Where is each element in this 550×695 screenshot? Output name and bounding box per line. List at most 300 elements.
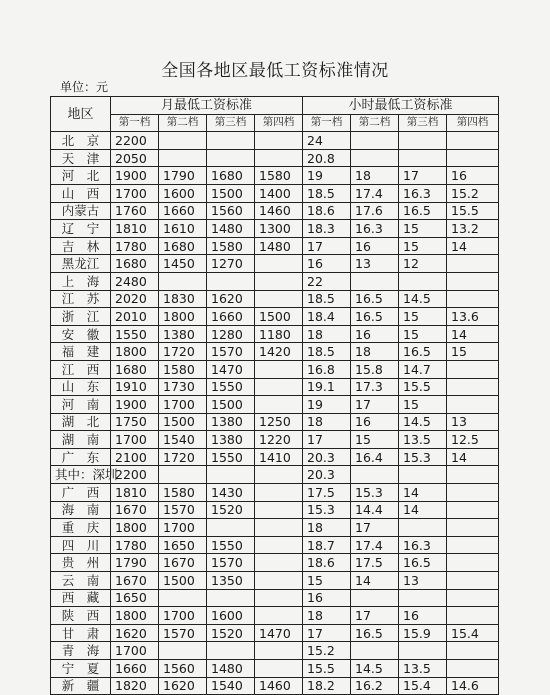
- region-cell: 吉 林: [51, 237, 111, 255]
- hourly-wage-header: 小时最低工资标准: [303, 97, 499, 115]
- table-row: [51, 554, 499, 572]
- hourly-tier-1-cell: 20.3: [303, 448, 351, 466]
- monthly-tier-2-cell: 1700: [159, 607, 207, 625]
- table-row: [51, 466, 499, 484]
- hourly-tier-2-cell: [351, 149, 399, 167]
- monthly-tier-4-cell: 1470: [255, 624, 303, 642]
- hourly-tier-2-cell: 16.5: [351, 308, 399, 326]
- monthly-tier-3-cell: 1520: [207, 624, 255, 642]
- hourly-tier-4-cell: [447, 290, 499, 308]
- region-cell: 湖 南: [51, 431, 111, 449]
- hourly-tier-1-cell: 18.5: [303, 290, 351, 308]
- hourly-tier-4-cell: [447, 255, 499, 273]
- hourly-tier-2-cell: 16.3: [351, 220, 399, 238]
- hourly-tier-2-cell: 17.6: [351, 202, 399, 220]
- monthly-tier-4-cell: 1500: [255, 308, 303, 326]
- hourly-tier-2-cell: 15.3: [351, 484, 399, 502]
- hourly-tier-3-cell: [399, 149, 447, 167]
- hourly-tier-1-cell: 16: [303, 589, 351, 607]
- table-row: [51, 660, 499, 678]
- hourly-tier-3-cell: 15.9: [399, 624, 447, 642]
- monthly-tier-1-cell: 1800: [111, 343, 159, 361]
- monthly-tier-1-cell: 2010: [111, 308, 159, 326]
- table-row: [51, 202, 499, 220]
- monthly-tier-1-cell: 2200: [111, 466, 159, 484]
- hourly-tier-1-cell: 20.8: [303, 149, 351, 167]
- monthly-tier-4-cell: 1460: [255, 677, 303, 695]
- hourly-tier-1-cell: 18.6: [303, 202, 351, 220]
- table-row: [51, 396, 499, 414]
- hourly-tier-1-cell: 18.4: [303, 308, 351, 326]
- hourly-tier-4-cell: 13.2: [447, 220, 499, 238]
- table-row: [51, 132, 499, 150]
- hourly-tier-3-cell: 16.3: [399, 536, 447, 554]
- hourly-tier-1-cell: 17: [303, 624, 351, 642]
- hourly-tier-4-header: 第四档: [447, 114, 499, 132]
- hourly-tier-3-cell: [399, 589, 447, 607]
- hourly-tier-1-cell: 17.5: [303, 484, 351, 502]
- region-cell: 辽 宁: [51, 220, 111, 238]
- hourly-tier-4-cell: [447, 660, 499, 678]
- hourly-tier-1-cell: 17: [303, 237, 351, 255]
- table-row: [51, 607, 499, 625]
- monthly-tier-2-cell: 1580: [159, 484, 207, 502]
- table-row: [51, 237, 499, 255]
- hourly-tier-4-cell: [447, 132, 499, 150]
- monthly-tier-4-cell: [255, 272, 303, 290]
- table-row: [51, 360, 499, 378]
- monthly-tier-1-cell: 1780: [111, 536, 159, 554]
- minimum-wage-table: [50, 96, 499, 695]
- region-cell: 黑龙江: [51, 255, 111, 273]
- monthly-tier-3-cell: [207, 272, 255, 290]
- page-title: 全国各地区最低工资标准情况: [161, 61, 389, 81]
- hourly-tier-2-cell: 13: [351, 255, 399, 273]
- table-row: [51, 642, 499, 660]
- monthly-tier-2-cell: 1450: [159, 255, 207, 273]
- monthly-tier-4-cell: [255, 607, 303, 625]
- region-cell: 湖 北: [51, 413, 111, 431]
- region-cell: 海 南: [51, 501, 111, 519]
- table-row: [51, 536, 499, 554]
- region-cell: 河 南: [51, 396, 111, 414]
- monthly-tier-4-cell: 1410: [255, 448, 303, 466]
- hourly-tier-3-cell: 15.3: [399, 448, 447, 466]
- hourly-tier-4-cell: [447, 642, 499, 660]
- hourly-tier-2-cell: 18: [351, 167, 399, 185]
- monthly-tier-2-cell: 1620: [159, 677, 207, 695]
- hourly-tier-1-cell: 15.2: [303, 642, 351, 660]
- monthly-tier-3-cell: 1380: [207, 431, 255, 449]
- monthly-tier-4-cell: [255, 484, 303, 502]
- hourly-tier-1-cell: 15.3: [303, 501, 351, 519]
- table-row: [51, 378, 499, 396]
- region-cell: 内蒙古: [51, 202, 111, 220]
- monthly-tier-2-cell: [159, 132, 207, 150]
- monthly-tier-4-cell: [255, 589, 303, 607]
- hourly-tier-4-cell: 14: [447, 448, 499, 466]
- hourly-tier-3-cell: [399, 642, 447, 660]
- hourly-tier-3-cell: 16.5: [399, 554, 447, 572]
- hourly-tier-2-cell: 17: [351, 396, 399, 414]
- hourly-tier-3-cell: 12: [399, 255, 447, 273]
- table-row: [51, 624, 499, 642]
- monthly-tier-4-cell: [255, 255, 303, 273]
- hourly-tier-2-cell: 17.5: [351, 554, 399, 572]
- monthly-tier-4-header: 第四档: [255, 114, 303, 132]
- hourly-tier-3-cell: 15.5: [399, 378, 447, 396]
- hourly-tier-4-cell: [447, 501, 499, 519]
- monthly-tier-3-cell: 1570: [207, 343, 255, 361]
- hourly-tier-4-cell: 16: [447, 167, 499, 185]
- monthly-tier-3-cell: 1480: [207, 660, 255, 678]
- hourly-tier-1-cell: 16: [303, 255, 351, 273]
- hourly-tier-1-cell: 20.3: [303, 466, 351, 484]
- hourly-tier-4-cell: [447, 519, 499, 537]
- table-row: [51, 290, 499, 308]
- hourly-tier-2-cell: [351, 132, 399, 150]
- hourly-tier-1-cell: 17: [303, 431, 351, 449]
- monthly-tier-1-cell: 1750: [111, 413, 159, 431]
- monthly-tier-2-cell: 1380: [159, 325, 207, 343]
- hourly-tier-1-cell: 18: [303, 607, 351, 625]
- hourly-tier-4-cell: 14.6: [447, 677, 499, 695]
- monthly-tier-2-cell: 1830: [159, 290, 207, 308]
- hourly-tier-3-cell: 15: [399, 325, 447, 343]
- hourly-tier-3-cell: 14.7: [399, 360, 447, 378]
- table-row: [51, 272, 499, 290]
- hourly-tier-2-cell: 16.5: [351, 624, 399, 642]
- monthly-tier-3-cell: 1580: [207, 237, 255, 255]
- hourly-tier-1-cell: 24: [303, 132, 351, 150]
- monthly-tier-3-cell: 1500: [207, 396, 255, 414]
- region-cell: 山 西: [51, 184, 111, 202]
- monthly-tier-3-cell: 1560: [207, 202, 255, 220]
- monthly-tier-1-cell: 1670: [111, 501, 159, 519]
- monthly-tier-3-cell: 1500: [207, 184, 255, 202]
- hourly-tier-3-cell: 15: [399, 308, 447, 326]
- hourly-tier-3-cell: 14: [399, 484, 447, 502]
- hourly-tier-3-cell: [399, 519, 447, 537]
- monthly-tier-1-header: 第一档: [111, 114, 159, 132]
- hourly-tier-4-cell: 14: [447, 237, 499, 255]
- hourly-tier-3-cell: 14.5: [399, 413, 447, 431]
- monthly-tier-2-cell: [159, 589, 207, 607]
- hourly-tier-2-cell: 17.4: [351, 184, 399, 202]
- monthly-tier-1-cell: 1680: [111, 255, 159, 273]
- hourly-tier-4-cell: 13.6: [447, 308, 499, 326]
- monthly-tier-2-cell: 1790: [159, 167, 207, 185]
- monthly-tier-4-cell: [255, 466, 303, 484]
- hourly-tier-2-cell: 17.4: [351, 536, 399, 554]
- monthly-tier-4-cell: [255, 519, 303, 537]
- table-row: [51, 184, 499, 202]
- hourly-tier-2-header: 第二档: [351, 114, 399, 132]
- hourly-tier-3-cell: 15: [399, 237, 447, 255]
- hourly-tier-1-cell: 19: [303, 396, 351, 414]
- monthly-tier-3-cell: 1540: [207, 677, 255, 695]
- hourly-tier-3-cell: 13: [399, 572, 447, 590]
- monthly-tier-1-cell: 1900: [111, 167, 159, 185]
- region-cell: 河 北: [51, 167, 111, 185]
- monthly-tier-2-cell: 1570: [159, 501, 207, 519]
- monthly-tier-3-cell: [207, 519, 255, 537]
- hourly-tier-3-cell: 15: [399, 396, 447, 414]
- monthly-tier-3-cell: [207, 132, 255, 150]
- monthly-wage-header: 月最低工资标准: [111, 97, 303, 115]
- monthly-tier-3-cell: 1520: [207, 501, 255, 519]
- region-cell: 西 藏: [51, 589, 111, 607]
- hourly-tier-1-cell: 18.2: [303, 677, 351, 695]
- hourly-tier-2-cell: 18: [351, 343, 399, 361]
- monthly-tier-4-cell: [255, 554, 303, 572]
- region-cell: 甘 肃: [51, 624, 111, 642]
- hourly-tier-3-header: 第三档: [399, 114, 447, 132]
- hourly-tier-1-cell: 19: [303, 167, 351, 185]
- monthly-tier-3-cell: 1350: [207, 572, 255, 590]
- monthly-tier-1-cell: 1700: [111, 184, 159, 202]
- hourly-tier-2-cell: [351, 466, 399, 484]
- region-cell: 山 东: [51, 378, 111, 396]
- monthly-tier-2-cell: [159, 466, 207, 484]
- monthly-tier-1-cell: 1700: [111, 642, 159, 660]
- monthly-tier-3-cell: [207, 466, 255, 484]
- region-cell: 江 苏: [51, 290, 111, 308]
- hourly-tier-3-cell: 17: [399, 167, 447, 185]
- monthly-tier-1-cell: 1800: [111, 519, 159, 537]
- monthly-tier-3-header: 第三档: [207, 114, 255, 132]
- table-row: [51, 149, 499, 167]
- table-row: [51, 167, 499, 185]
- monthly-tier-2-cell: 1720: [159, 448, 207, 466]
- monthly-tier-3-cell: 1480: [207, 220, 255, 238]
- monthly-tier-1-cell: 1820: [111, 677, 159, 695]
- region-cell: 浙 江: [51, 308, 111, 326]
- hourly-tier-3-cell: [399, 132, 447, 150]
- hourly-tier-1-cell: 15: [303, 572, 351, 590]
- hourly-tier-3-cell: 15.4: [399, 677, 447, 695]
- monthly-tier-4-cell: 1250: [255, 413, 303, 431]
- table-row: [51, 343, 499, 361]
- hourly-tier-4-cell: 14: [447, 325, 499, 343]
- monthly-tier-1-cell: 1900: [111, 396, 159, 414]
- hourly-tier-4-cell: [447, 378, 499, 396]
- hourly-tier-2-cell: 16.4: [351, 448, 399, 466]
- hourly-tier-3-cell: 16.5: [399, 343, 447, 361]
- region-cell: 广 东: [51, 448, 111, 466]
- monthly-tier-3-cell: 1550: [207, 378, 255, 396]
- table-row: [51, 325, 499, 343]
- monthly-tier-2-cell: 1580: [159, 360, 207, 378]
- hourly-tier-1-cell: 18.7: [303, 536, 351, 554]
- monthly-tier-2-cell: 1700: [159, 519, 207, 537]
- monthly-tier-2-cell: 1680: [159, 237, 207, 255]
- monthly-tier-1-cell: 1680: [111, 360, 159, 378]
- monthly-tier-3-cell: 1600: [207, 607, 255, 625]
- monthly-tier-4-cell: [255, 501, 303, 519]
- hourly-tier-3-cell: [399, 466, 447, 484]
- monthly-tier-3-cell: [207, 589, 255, 607]
- region-cell: 贵 州: [51, 554, 111, 572]
- hourly-tier-2-cell: 16: [351, 325, 399, 343]
- hourly-tier-3-cell: [399, 272, 447, 290]
- hourly-tier-1-cell: 22: [303, 272, 351, 290]
- hourly-tier-4-cell: [447, 607, 499, 625]
- table-row: [51, 220, 499, 238]
- hourly-tier-4-cell: 15: [447, 343, 499, 361]
- hourly-tier-2-cell: 14.5: [351, 660, 399, 678]
- monthly-tier-4-cell: 1300: [255, 220, 303, 238]
- region-cell: 宁 夏: [51, 660, 111, 678]
- hourly-tier-2-cell: 14.4: [351, 501, 399, 519]
- monthly-tier-2-cell: 1700: [159, 396, 207, 414]
- monthly-tier-4-cell: 1580: [255, 167, 303, 185]
- monthly-tier-4-cell: [255, 360, 303, 378]
- monthly-tier-3-cell: 1430: [207, 484, 255, 502]
- monthly-tier-2-cell: [159, 272, 207, 290]
- hourly-tier-3-cell: 13.5: [399, 431, 447, 449]
- monthly-tier-3-cell: 1550: [207, 536, 255, 554]
- monthly-tier-3-cell: 1280: [207, 325, 255, 343]
- hourly-tier-3-cell: 14.5: [399, 290, 447, 308]
- hourly-tier-2-cell: 16.2: [351, 677, 399, 695]
- monthly-tier-4-cell: [255, 572, 303, 590]
- table-header: [51, 97, 499, 132]
- hourly-tier-3-cell: 13.5: [399, 660, 447, 678]
- monthly-tier-2-cell: 1610: [159, 220, 207, 238]
- hourly-tier-1-header: 第一档: [303, 114, 351, 132]
- monthly-tier-3-cell: 1550: [207, 448, 255, 466]
- hourly-tier-4-cell: [447, 572, 499, 590]
- monthly-tier-2-cell: 1670: [159, 554, 207, 572]
- region-cell: 四 川: [51, 536, 111, 554]
- region-cell: 重 庆: [51, 519, 111, 537]
- hourly-tier-2-cell: 17: [351, 607, 399, 625]
- monthly-tier-1-cell: 2050: [111, 149, 159, 167]
- region-cell: 其中：深圳: [51, 466, 111, 484]
- hourly-tier-2-cell: 17.3: [351, 378, 399, 396]
- monthly-tier-1-cell: 1650: [111, 589, 159, 607]
- hourly-tier-3-cell: 16.5: [399, 202, 447, 220]
- region-cell: 北 京: [51, 132, 111, 150]
- monthly-tier-1-cell: 1810: [111, 484, 159, 502]
- monthly-tier-4-cell: [255, 536, 303, 554]
- hourly-tier-3-cell: 16: [399, 607, 447, 625]
- hourly-tier-2-cell: 15: [351, 431, 399, 449]
- monthly-tier-4-cell: [255, 396, 303, 414]
- monthly-tier-2-cell: [159, 642, 207, 660]
- monthly-tier-4-cell: [255, 642, 303, 660]
- monthly-tier-1-cell: 1790: [111, 554, 159, 572]
- region-cell: 青 海: [51, 642, 111, 660]
- hourly-tier-4-cell: 15.4: [447, 624, 499, 642]
- monthly-tier-4-cell: 1180: [255, 325, 303, 343]
- table-row: [51, 448, 499, 466]
- region-cell: 上 海: [51, 272, 111, 290]
- hourly-tier-4-cell: 15.2: [447, 184, 499, 202]
- monthly-tier-3-cell: 1380: [207, 413, 255, 431]
- monthly-tier-1-cell: 2200: [111, 132, 159, 150]
- unit-label: 单位：元: [60, 80, 109, 94]
- monthly-tier-2-cell: 1570: [159, 624, 207, 642]
- hourly-tier-1-cell: 18.6: [303, 554, 351, 572]
- table-row: [51, 519, 499, 537]
- monthly-tier-2-cell: 1600: [159, 184, 207, 202]
- monthly-tier-4-cell: [255, 290, 303, 308]
- monthly-tier-2-header: 第二档: [159, 114, 207, 132]
- monthly-tier-2-cell: 1560: [159, 660, 207, 678]
- hourly-tier-4-cell: 15.5: [447, 202, 499, 220]
- monthly-tier-1-cell: 2100: [111, 448, 159, 466]
- hourly-tier-2-cell: [351, 272, 399, 290]
- monthly-tier-4-cell: [255, 378, 303, 396]
- hourly-tier-4-cell: [447, 360, 499, 378]
- hourly-tier-1-cell: 18: [303, 413, 351, 431]
- monthly-tier-3-cell: 1680: [207, 167, 255, 185]
- hourly-tier-1-cell: 16.8: [303, 360, 351, 378]
- hourly-tier-4-cell: [447, 536, 499, 554]
- hourly-tier-4-cell: 12.5: [447, 431, 499, 449]
- monthly-tier-1-cell: 1670: [111, 572, 159, 590]
- monthly-tier-4-cell: [255, 132, 303, 150]
- hourly-tier-4-cell: [447, 396, 499, 414]
- monthly-tier-4-cell: 1420: [255, 343, 303, 361]
- monthly-tier-2-cell: 1500: [159, 572, 207, 590]
- hourly-tier-4-cell: [447, 466, 499, 484]
- monthly-tier-2-cell: 1660: [159, 202, 207, 220]
- hourly-tier-2-cell: 16: [351, 413, 399, 431]
- hourly-tier-1-cell: 18: [303, 325, 351, 343]
- monthly-tier-1-cell: 1810: [111, 220, 159, 238]
- table-row: [51, 677, 499, 695]
- monthly-tier-1-cell: 1760: [111, 202, 159, 220]
- table-row: [51, 255, 499, 273]
- region-cell: 天 津: [51, 149, 111, 167]
- monthly-tier-2-cell: 1500: [159, 413, 207, 431]
- monthly-tier-1-cell: 2480: [111, 272, 159, 290]
- monthly-tier-2-cell: 1540: [159, 431, 207, 449]
- hourly-tier-4-cell: [447, 272, 499, 290]
- table-row: [51, 484, 499, 502]
- region-cell: 广 西: [51, 484, 111, 502]
- monthly-tier-1-cell: 1550: [111, 325, 159, 343]
- hourly-tier-2-cell: 17: [351, 519, 399, 537]
- monthly-tier-1-cell: 2020: [111, 290, 159, 308]
- table-body: [51, 132, 499, 695]
- hourly-tier-2-cell: 16.5: [351, 290, 399, 308]
- monthly-tier-1-cell: 1660: [111, 660, 159, 678]
- monthly-tier-1-cell: 1910: [111, 378, 159, 396]
- hourly-tier-3-cell: 15: [399, 220, 447, 238]
- table-row: [51, 413, 499, 431]
- region-cell: 江 西: [51, 360, 111, 378]
- region-column-header: 地区: [51, 97, 111, 132]
- hourly-tier-2-cell: [351, 642, 399, 660]
- hourly-tier-2-cell: 16: [351, 237, 399, 255]
- hourly-tier-4-cell: [447, 484, 499, 502]
- hourly-tier-4-cell: [447, 589, 499, 607]
- hourly-tier-1-cell: 19.1: [303, 378, 351, 396]
- hourly-tier-2-cell: 14: [351, 572, 399, 590]
- hourly-tier-1-cell: 18.3: [303, 220, 351, 238]
- hourly-tier-1-cell: 18.5: [303, 343, 351, 361]
- monthly-tier-3-cell: 1270: [207, 255, 255, 273]
- hourly-tier-3-cell: 14: [399, 501, 447, 519]
- table-row: [51, 308, 499, 326]
- monthly-tier-4-cell: 1480: [255, 237, 303, 255]
- table-row: [51, 431, 499, 449]
- monthly-tier-3-cell: [207, 149, 255, 167]
